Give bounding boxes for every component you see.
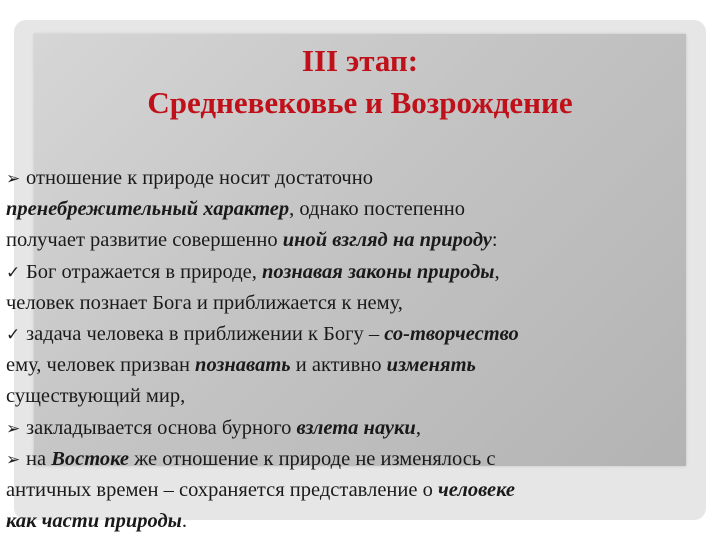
text-line [6,350,712,381]
text-run: получает развитие совершенно [6,229,283,252]
arrow-bullet-icon: ➢ [6,418,21,438]
text-line [6,257,712,288]
arrow-bullet-icon: ➢ [6,169,21,188]
text-line [6,319,712,350]
text-run: античных времен – сохраняется представление о [6,478,438,501]
emphasized-text: познавать [195,354,291,377]
text-line [6,381,712,412]
text-run: существующий мир, [6,385,186,408]
text-run: задача человека в приближении к Богу – [26,322,385,345]
checkmark-bullet-icon: ✓ [6,324,21,344]
text-run: человек познает Бога и приближается к нему, [6,291,403,314]
text-run: ему, человек призван [6,354,196,377]
text-run: закладывается основа бурного [26,416,297,439]
emphasized-text: со-творчество [384,322,519,345]
text-line [6,194,712,225]
emphasized-text: взлета науки [296,416,416,439]
slide-title [34,40,686,124]
text-line [6,225,712,256]
emphasized-text: познавая законы природы [262,260,495,283]
text-line [6,506,712,537]
text-run: , [494,260,500,283]
text-run: , однако постепенно [289,198,465,221]
text-run: , [415,416,421,439]
title-line-2: Средневековье и Возрождение [147,85,573,120]
title-line-1: III этап: [301,43,419,78]
text-run: : [491,229,498,252]
text-line [6,413,712,444]
text-line [6,444,712,475]
text-run: же отношение к природе не изменялось с [129,447,496,470]
text-run: отношение к природе носит достаточно [26,167,373,189]
emphasized-text: Востоке [51,447,130,470]
text-run: Бог отражается в природе, [26,260,263,283]
text-line [6,475,712,506]
text-run: . [181,510,188,533]
arrow-bullet-icon: ➢ [6,449,21,469]
text-run: на [26,447,52,470]
emphasized-text: изменять [386,354,476,377]
slide-body [6,163,712,537]
emphasized-text: человеке [437,478,515,501]
text-line [6,163,712,194]
emphasized-text: пренебрежительный характер [6,198,290,221]
emphasized-text: как части природы [6,510,182,533]
text-run: и активно [290,354,387,377]
text-line [6,288,712,319]
checkmark-bullet-icon: ✓ [6,262,21,282]
emphasized-text: иной взгляд на природу [282,229,492,252]
